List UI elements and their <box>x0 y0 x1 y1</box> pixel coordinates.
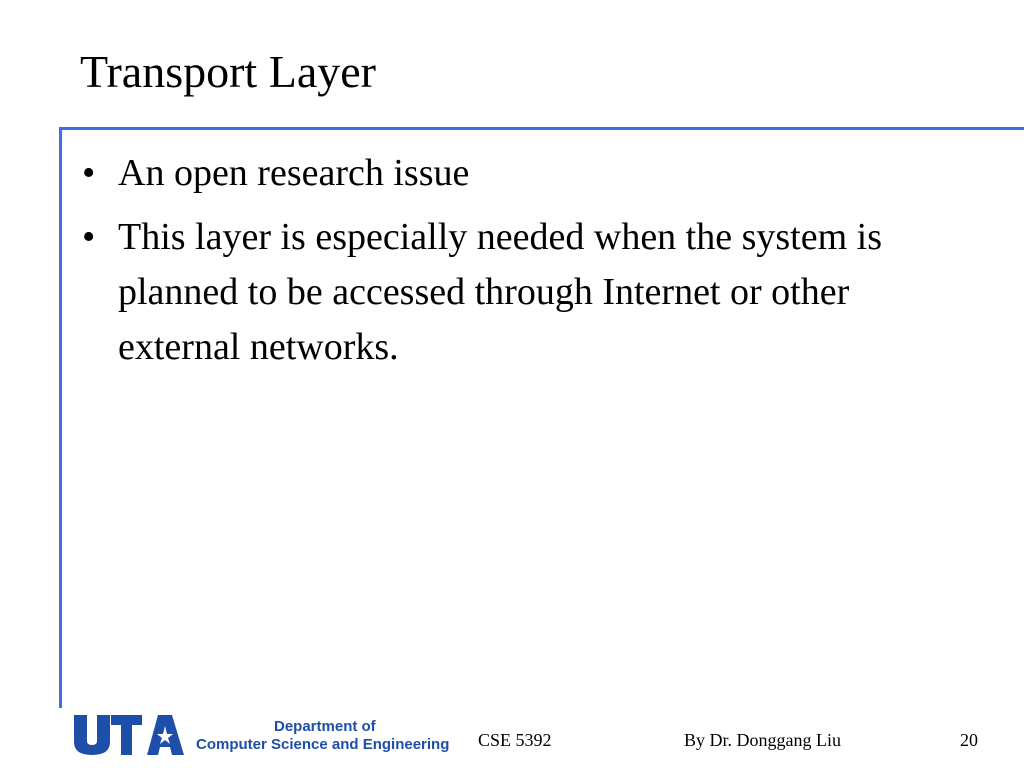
frame-left-rule <box>59 127 62 708</box>
frame-top-rule <box>59 127 1024 130</box>
bullet-text: This layer is especially needed when the system is planned to be accessed through Internet or other external networks. <box>118 216 883 368</box>
page-number: 20 <box>960 730 978 750</box>
uta-logo <box>74 714 184 756</box>
bullet-item <box>80 210 960 375</box>
department-line1: Department of <box>274 718 376 735</box>
department-line2: Computer Science and Engineering <box>196 736 450 753</box>
slide-title: Transport Layer <box>80 46 376 97</box>
bullet-text: An open research issue <box>118 152 470 194</box>
uta-logo-icon <box>74 714 184 756</box>
bullet-dot-icon: • <box>82 216 96 258</box>
bullet-list <box>80 146 960 384</box>
bullet-dot-icon: • <box>82 152 96 194</box>
course-code: CSE 5392 <box>478 730 552 750</box>
logo-text <box>184 714 185 715</box>
bullet-item <box>80 146 960 201</box>
author-credit: By Dr. Donggang Liu <box>684 730 841 750</box>
department-name <box>196 718 449 754</box>
